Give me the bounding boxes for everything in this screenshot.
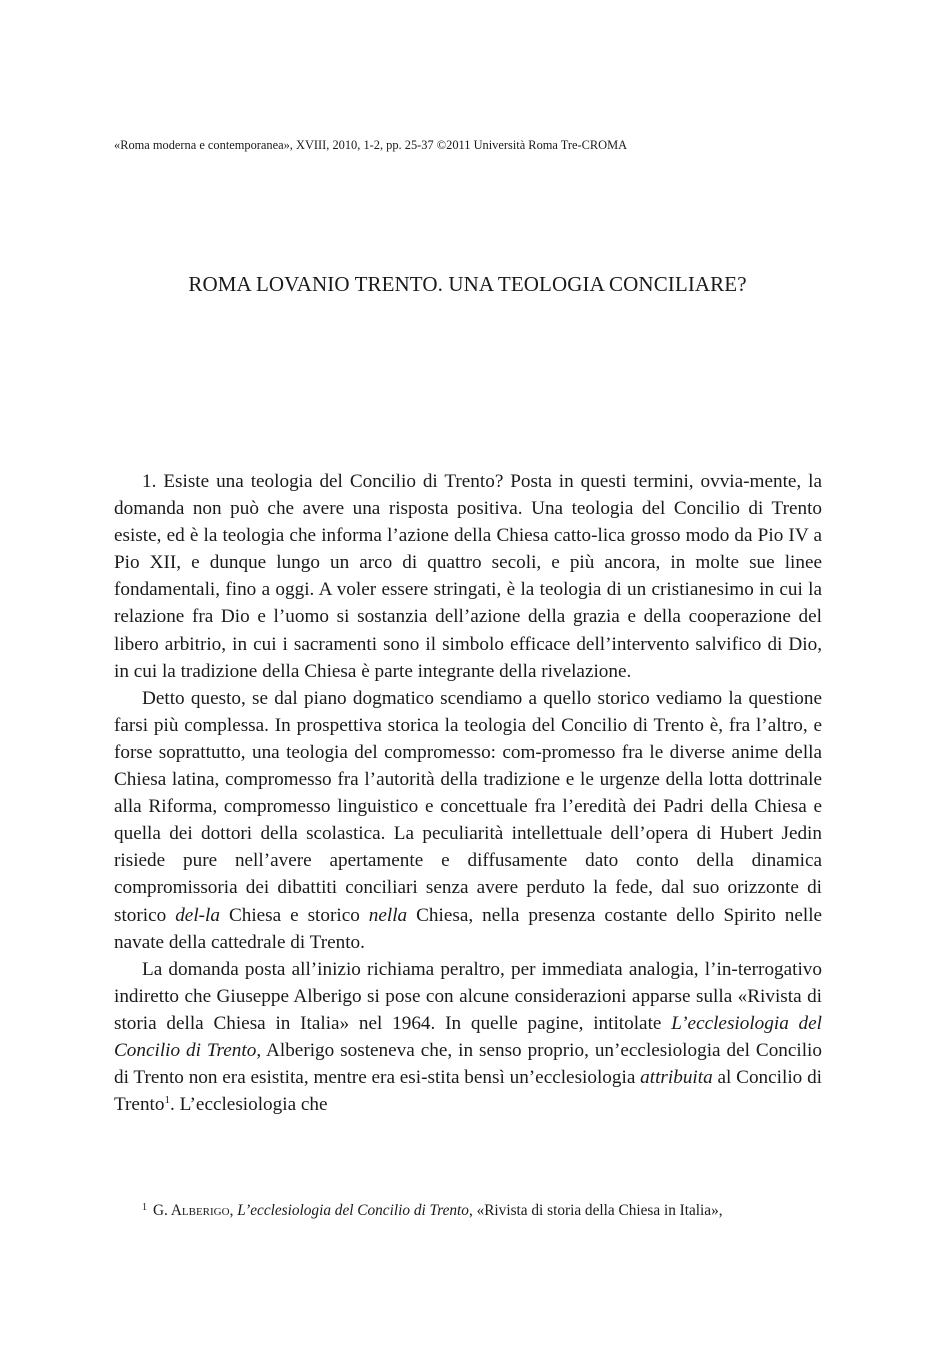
paragraph-2	[114, 685, 822, 956]
paragraph-1: 1. Esiste una teologia del Concilio di Trento? Posta in questi termini, ovvia-mente, la domanda non può che avere una risposta positiva. Una teologia del Concilio di Trento esiste, ed è la teologia che informa l’azione della Chiesa catto-lica grosso modo da Pio IV a Pio XII, e dunque lungo un arco di quattro secoli, e più ancora, in molte sue linee fondamentali, fino a oggi. A voler essere stringati, è la teologia di un cristianesimo in cui la relazione fra Dio e l’uomo si sostanzia dell’azione della grazia e della cooperazione del libero arbitrio, in cui i sacramenti sono il simbolo efficace dell’intervento salvifico di Dio, in cui la tradizione della Chiesa è parte integrante della rivelazione.	[114, 471, 822, 682]
paragraph-3-italic-b: attribuita	[640, 1067, 713, 1089]
article-body	[114, 468, 822, 1118]
paragraph-2-italic-a: del-la	[175, 904, 220, 926]
paragraph-3	[114, 956, 822, 1119]
paragraph-2-text-c: Chiesa, nella presenza costante dello Spirito nelle navate della cattedrale di Trento.	[114, 904, 823, 953]
footnote-1	[114, 1201, 822, 1221]
footnote-author-initial: G. A	[153, 1202, 182, 1219]
paragraph-3-text-b: , Alberigo sosteneva che, in senso proprio, un’ecclesiologia del Concilio di Trento non era esistita, mentre era esi-stita bensì un’ecclesiologia	[114, 1039, 822, 1089]
paragraph-3-italic-a: L’ecclesiologia del Concilio di Trento	[114, 1012, 822, 1061]
paragraph-2-text-b: Chiesa e storico	[228, 904, 360, 926]
footnote-author-surname: lberigo	[181, 1202, 230, 1219]
footnote-cited-title: L’ecclesiologia del Concilio di Trento	[237, 1202, 469, 1219]
paragraph-2-text-a: Detto questo, se dal piano dogmatico scendiamo a quello storico vediamo la questione farsi più complessa. In prospettiva storica la teologia del Concilio di Trento è, fra l’altro, e forse soprattutto, una teologia del compromesso: com-promesso fra le diverse anime della Chiesa latina, compromesso fra l’autorità della tradizione e le urgenze della lotta dottrinale alla Riforma, compromesso linguistico e concettuale fra l’eredità dei Padri della Chiesa e quella dei dottori della scolastica. La peculiarità intellettuale dell’opera di Hubert Jedin risiede pure nell’avere apertamente e diffusamente dato conto della dinamica compromissoria dei dibattiti conciliari senza avere perduto la fede, dal suo orizzonte di storico	[114, 687, 822, 926]
paragraph-3-text-a: La domanda posta all’inizio richiama peraltro, per immediata analogia, l’in-terrogativo indiretto che Giuseppe Alberigo si pose con alcune considerazioni apparse sulla «Rivista di storia della Chiesa in Italia» nel 1964. In quelle pagine, intitolate	[114, 958, 822, 1034]
footnote-separator: ,	[229, 1202, 234, 1219]
footnote-number: 1	[142, 1202, 147, 1213]
paragraph-3-text-d: . L’ecclesiologia che	[169, 1094, 328, 1116]
paragraph-2-italic-b: nella	[368, 904, 408, 926]
footnote-rest: , «Rivista di storia della Chiesa in Italia»,	[468, 1202, 723, 1219]
paragraph-3-text-c: al Concilio di Trento	[114, 1067, 823, 1116]
footnote-reference[interactable]: 1	[164, 1094, 170, 1107]
journal-citation-header: «Roma moderna e contemporanea», XVIII, 2010, 1-2, pp. 25-37 ©2011 Università Roma Tre-CROMA	[114, 138, 628, 152]
article-title: ROMA LOVANIO TRENTO. UNA TEOLOGIA CONCILIARE?	[188, 272, 747, 296]
